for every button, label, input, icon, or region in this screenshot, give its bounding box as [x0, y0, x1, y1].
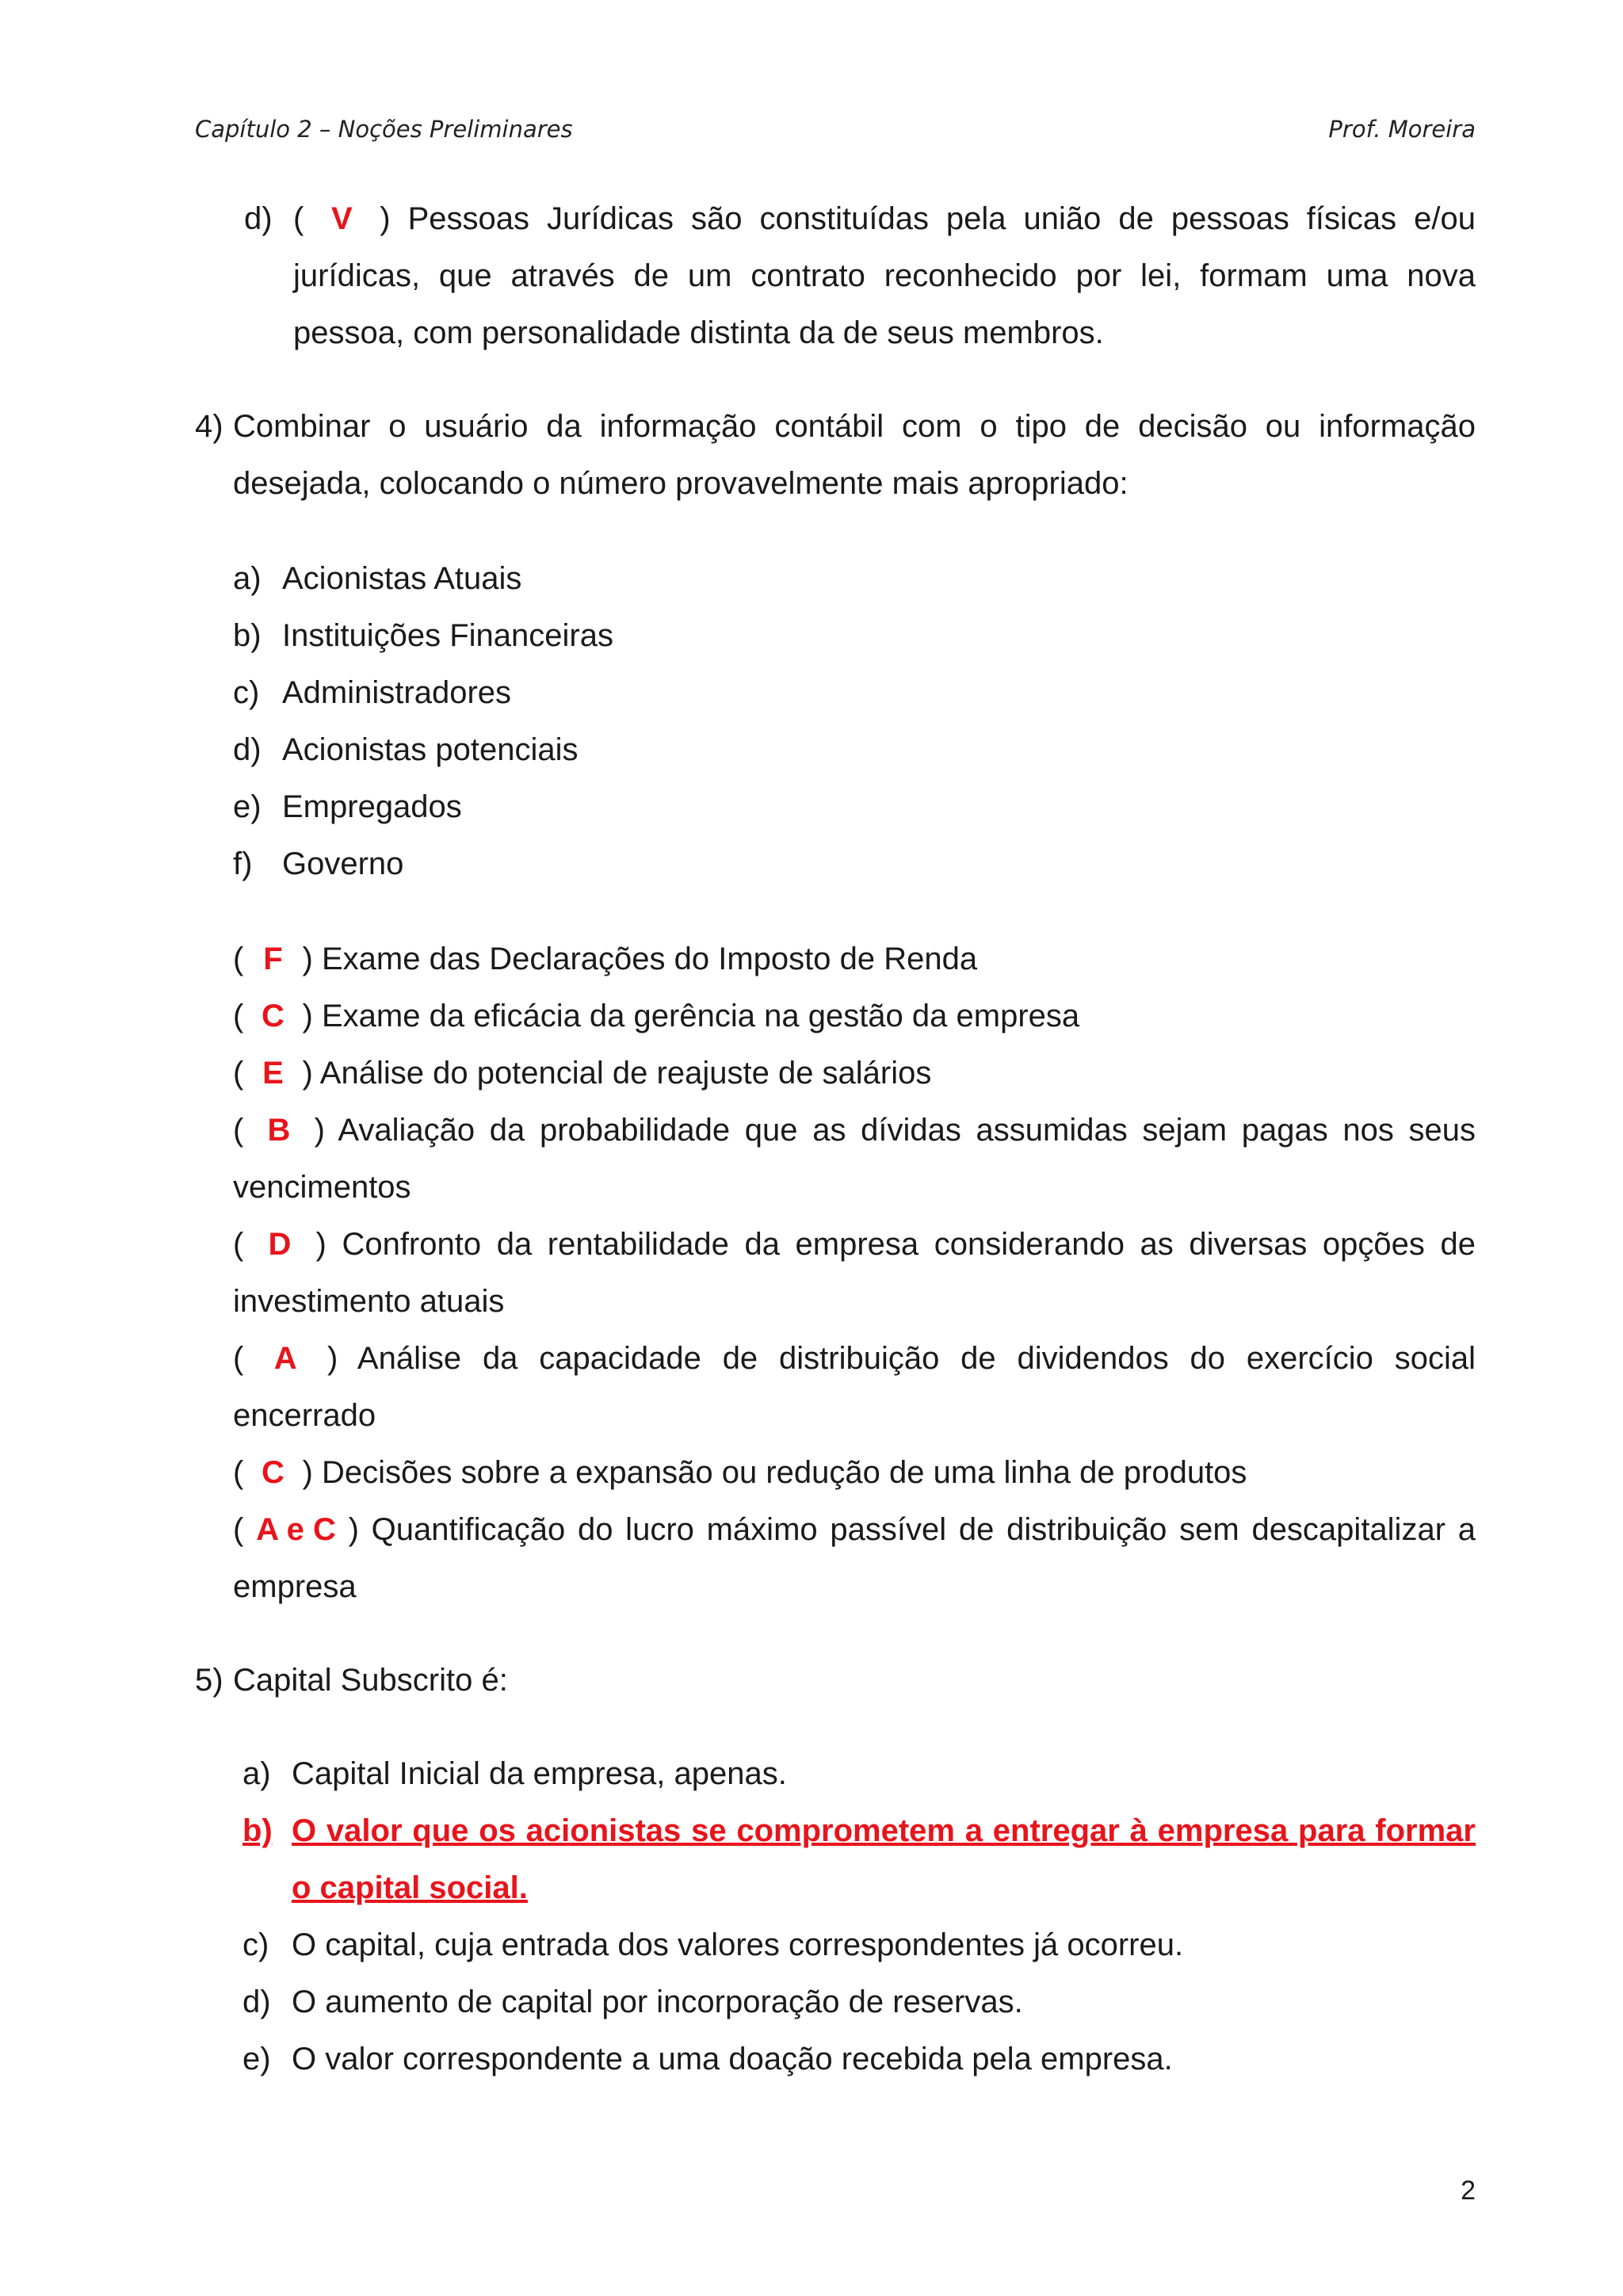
option-item: d) O aumento de capital por incorporação de reservas.: [242, 1985, 1023, 2019]
answer-mark: F: [263, 942, 283, 976]
list-item: b) Instituições Financeiras: [233, 618, 613, 653]
list-item: f) Governo: [233, 846, 404, 881]
chapter-title: Capítulo 2 – Noções Preliminares: [195, 116, 573, 143]
answer-item: ( D ) Confronto da rentabilidade da empresa considerando as diversas opções de investimento atuais: [233, 1216, 1476, 1330]
option-item: e) O valor correspondente a uma doação recebida pela empresa.: [242, 2042, 1173, 2076]
statement-d: [244, 190, 1476, 361]
answer-mark: E: [262, 1056, 284, 1091]
list-item: c) Administradores: [233, 675, 512, 710]
option-item-correct: b) O valor que os acionistas se comprometem a entregar à empresa para formar o capital social.: [242, 1813, 1476, 1905]
list-item: e) Empregados: [233, 789, 462, 824]
answer-mark: A: [273, 1341, 297, 1376]
answer-mark: B: [267, 1113, 291, 1148]
user-list: [233, 550, 1476, 892]
question-number: 5): [195, 1663, 223, 1698]
answer-mark: C: [261, 999, 285, 1033]
answer-mark: D: [268, 1227, 292, 1262]
answer-item: ( A e C ) Quantificação do lucro máximo passível de distribuição sem descapitalizar a empresa: [233, 1501, 1476, 1615]
option-item: a) Capital Inicial da empresa, apenas.: [242, 1756, 787, 1791]
page-content: [195, 190, 1476, 2088]
answer-item: ( B ) Avaliação da probabilidade que as dívidas assumidas sejam pagas nos seus vencimentos: [233, 1102, 1476, 1216]
page-number: 2: [1461, 2176, 1476, 2206]
question-5: [195, 1652, 1476, 1709]
statement-label: d): [244, 201, 273, 236]
answer-item: ( E ) Análise do potencial de reajuste de salários: [233, 1045, 1476, 1102]
answer-item: ( F ) Exame das Declarações do Imposto de Renda: [233, 930, 1476, 988]
statement-text: Pessoas Jurídicas são constituídas pela união de pessoas físicas e/ou jurídicas, que através de um contrato reconhecido por lei, formam uma nova pessoa, com personalidade distinta da de seus membros.: [293, 201, 1476, 350]
option-item: c) O capital, cuja entrada dos valores correspondentes já ocorreu.: [242, 1927, 1184, 1962]
list-item: d) Acionistas potenciais: [233, 732, 579, 767]
question-text: Combinar o usuário da informação contábil com o tipo de decisão ou informação desejada, colocando o número provavelmente mais apropriado:: [233, 409, 1476, 501]
answer-item: ( C ) Decisões sobre a expansão ou redução de uma linha de produtos: [233, 1444, 1476, 1501]
question-number: 4): [195, 409, 223, 444]
open-paren: (: [293, 201, 304, 236]
answer-mark: C: [261, 1455, 285, 1490]
answer-item: ( A ) Análise da capacidade de distribuição de dividendos do exercício social encerrado: [233, 1330, 1476, 1444]
answer-item: ( C ) Exame da eficácia da gerência na gestão da empresa: [233, 988, 1476, 1045]
option-list: [242, 1745, 1476, 2088]
list-item: a) Acionistas Atuais: [233, 561, 522, 596]
question-text: Capital Subscrito é:: [233, 1663, 508, 1698]
answer-mark: A e C: [256, 1512, 336, 1547]
page-header: [195, 116, 1476, 155]
author: Prof. Moreira: [1328, 116, 1476, 143]
question-4: [195, 398, 1476, 512]
answer-list: [233, 930, 1476, 1615]
answer-mark: V: [330, 201, 353, 236]
close-paren: ): [380, 201, 391, 236]
